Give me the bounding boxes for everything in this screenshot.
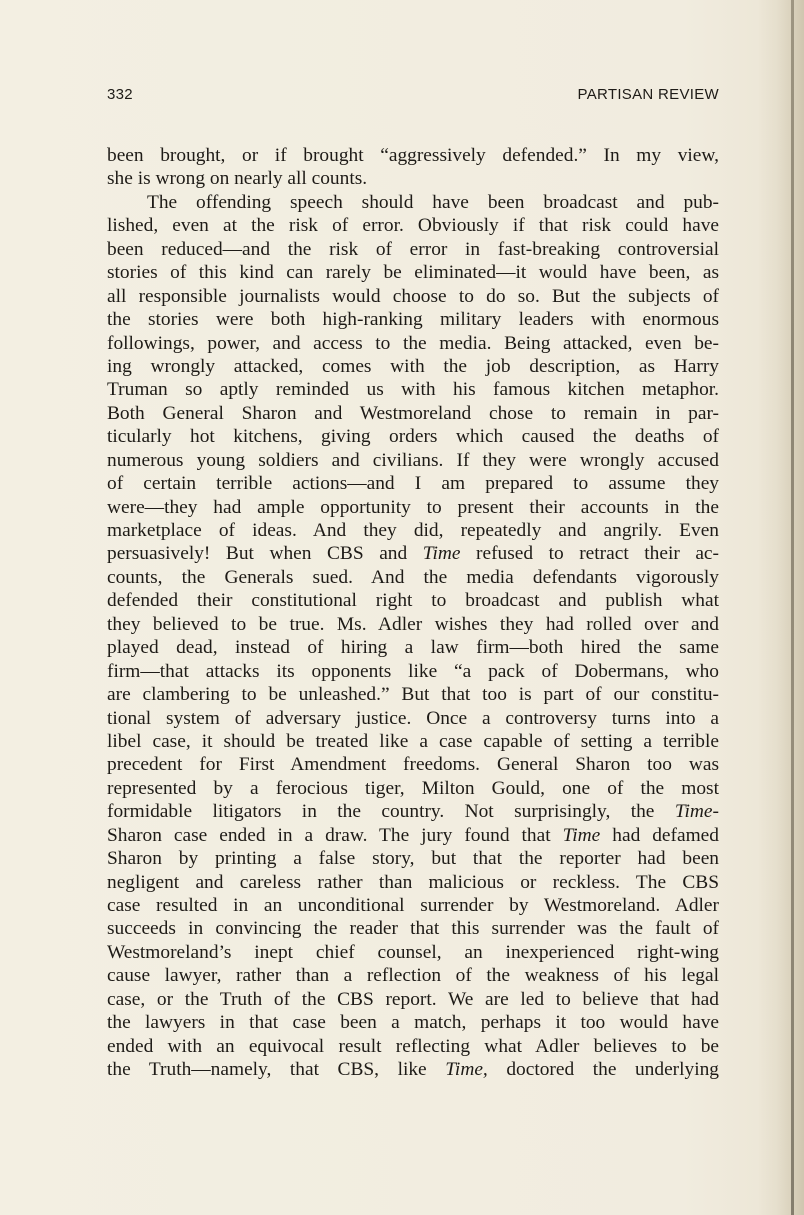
text-line: stories of this kind can rarely be eliminated—it would have been, as xyxy=(107,262,719,284)
text-line: defended their constitutional right to broadcast and publish what xyxy=(107,590,719,612)
text-line: tional system of adversary justice. Once a controversy turns into a xyxy=(107,707,719,729)
text-line: ing wrongly attacked, comes with the job description, as Harry xyxy=(107,355,719,377)
text-line: Sharon by printing a false story, but that the reporter had been xyxy=(107,848,719,870)
text-line xyxy=(107,824,719,847)
text-segment: formidable litigators in the country. Not surprisingly, the xyxy=(107,801,655,823)
text-line: libel case, it should be treated like a case capable of setting a terrible xyxy=(107,730,719,752)
text-line: numerous young soldiers and civilians. If they were wrongly accused xyxy=(107,449,719,471)
italic-text: Time xyxy=(562,824,601,846)
text-line: Truman so aptly reminded us with his famous kitchen metaphor. xyxy=(107,379,719,401)
text-line xyxy=(107,1058,719,1081)
text-line: negligent and careless rather than malicious or reckless. The CBS xyxy=(107,871,719,893)
running-head: PARTISAN REVIEW xyxy=(577,86,719,103)
text-line: cause lawyer, rather than a reflection of the weakness of his legal xyxy=(107,965,719,987)
text-line: they believed to be true. Ms. Adler wishes they had rolled over and xyxy=(107,613,719,635)
text-line: she is wrong on nearly all counts. xyxy=(107,168,368,190)
text-line: been brought, or if brought “aggressively defended.” In my view, xyxy=(107,145,719,166)
text-segment: doctored the underlying xyxy=(506,1059,719,1081)
text-line: the lawyers in that case been a match, perhaps it too would have xyxy=(107,1012,719,1034)
text-line: Westmoreland’s inept chief counsel, an inexperienced right-wing xyxy=(107,941,719,963)
page-binding-edge xyxy=(791,0,794,1215)
text-segment: persuasively! But when CBS and xyxy=(107,543,408,565)
page-number: 332 xyxy=(107,86,133,103)
text-line: the stories were both high-ranking military leaders with enormous xyxy=(107,309,719,331)
text-line: case resulted in an unconditional surrender by Westmoreland. Adler xyxy=(107,895,719,916)
text-line: precedent for First Amendment freedoms. General Sharon too was xyxy=(107,754,719,776)
text-line: were—they had ample opportunity to present their accounts in the xyxy=(107,496,719,518)
text-line: lished, even at the risk of error. Obviously if that risk could have xyxy=(107,215,719,237)
text-segment: Sharon case ended in a draw. The jury found that xyxy=(107,824,551,846)
text-line: The offending speech should have been broadcast and pub- xyxy=(147,191,719,213)
text-line xyxy=(107,800,719,823)
text-segment: the Truth—namely, that CBS, like xyxy=(107,1059,427,1081)
text-line: been reduced—and the risk of error in fast-breaking controversial xyxy=(107,238,719,260)
page-spine-shadow xyxy=(758,0,804,1215)
text-line: ticularly hot kitchens, giving orders which caused the deaths of xyxy=(107,426,719,448)
text-segment: had defamed xyxy=(612,824,719,846)
text-line: represented by a ferocious tiger, Milton Gould, one of the most xyxy=(107,777,719,799)
text-line: marketplace of ideas. And they did, repeatedly and angrily. Even xyxy=(107,520,719,541)
text-line: ended with an equivocal result reflecting what Adler believes to be xyxy=(107,1035,719,1057)
page-header xyxy=(107,86,719,108)
text-line: firm—that attacks its opponents like “a pack of Dobermans, who xyxy=(107,660,719,682)
italic-text: Time- xyxy=(674,801,719,823)
italic-text: Time, xyxy=(445,1059,488,1081)
text-segment: refused to retract their ac- xyxy=(476,543,719,565)
text-line: played dead, instead of hiring a law firm—both hired the same xyxy=(107,637,719,659)
text-line: of certain terrible actions—and I am prepared to assume they xyxy=(107,473,719,495)
text-line: counts, the Generals sued. And the media defendants vigorously xyxy=(107,566,719,588)
text-line: succeeds in convincing the reader that this surrender was the fault of xyxy=(107,918,719,940)
text-line: all responsible journalists would choose to do so. But the subjects of xyxy=(107,285,719,307)
text-line: are clambering to be unleashed.” But that too is part of our constitu- xyxy=(107,684,719,706)
text-line: case, or the Truth of the CBS report. We are led to believe that had xyxy=(107,988,719,1010)
text-line xyxy=(107,542,719,565)
text-line: followings, power, and access to the media. Being attacked, even be- xyxy=(107,332,719,354)
body-text xyxy=(107,144,719,1082)
text-line: Both General Sharon and Westmoreland chose to remain in par- xyxy=(107,402,719,424)
italic-text: Time xyxy=(422,543,461,565)
